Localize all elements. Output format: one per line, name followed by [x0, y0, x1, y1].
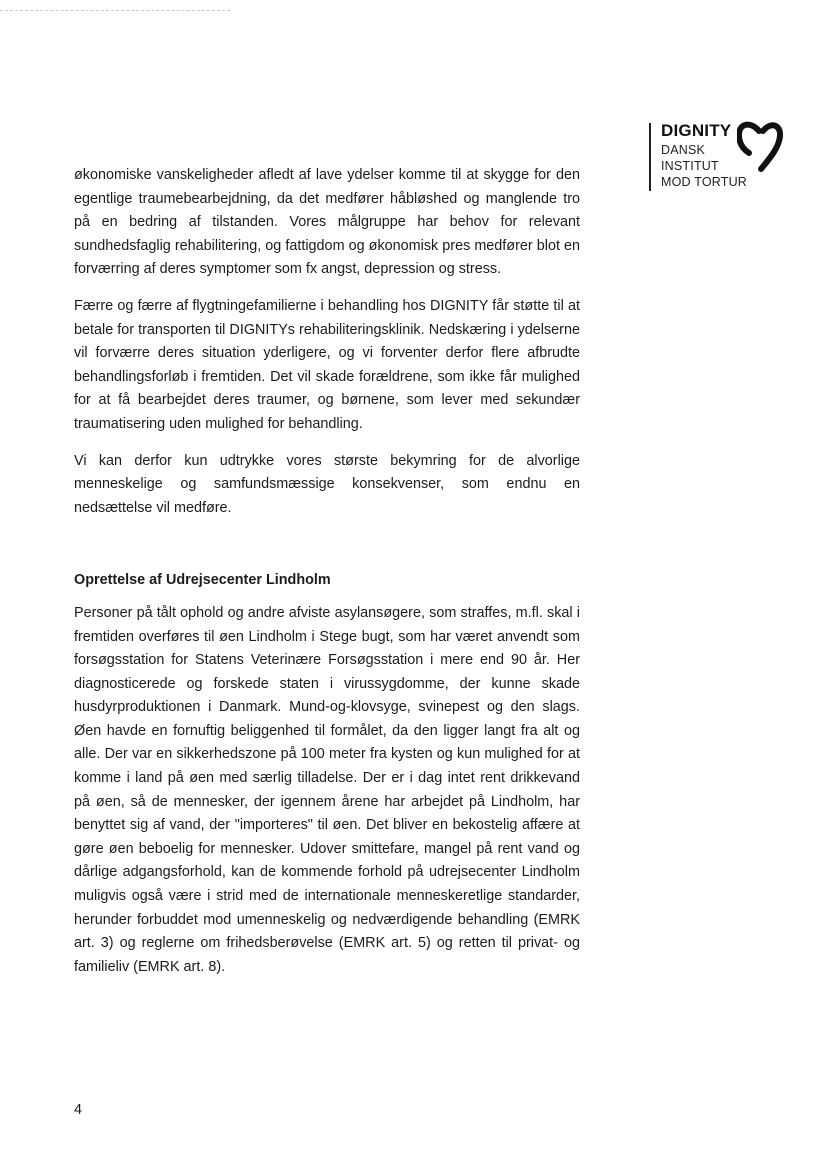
page-number: 4: [74, 1102, 83, 1118]
section-paragraph: Personer på tålt ophold og andre afviste asylansøgere, som straffes, m.fl. skal i fremtiden overføres til øen Lindholm i Stege bugt, som har været anvendt som forsøgsstation for Statens Veterinære Forsøgsstation i mere end 90 år. Her diagnosticerede og forskede staten i virussygdomme, der kunne skade husdyrproduktionen i Danmark. Mund-og-klovsyge, svinepest og den slags. Øen havde en fornuftig beliggenhed til formålet, da den ligger langt fra alt og alle. Der var en sikkerhedszone på 100 meter fra kysten og kun mulighed for at komme i land på øen med særlig tilladelse. Der er i dag intet rent drikkevand på øen, så de mennesker, der igennem årene har arbejdet på Lindholm, har benyttet sig af vand, der "importeres" til øen. Det bliver en bekostelig affære at gøre øen beboelig for mennesker. Udover smittefare, mangel på rent vand og dårlige adgangsforhold, kan de kommende forhold på udrejsecenter Lindholm muligvis også være i strid med de internationale menneskeretlige standarder, herunder forbuddet mod umenneskelig og nedværdigende behandling (EMRK art. 3) og reglerne om frihedsberøvelse (EMRK art. 5) og retten til privat- og familieliv (EMRK art. 8).: [74, 604, 580, 975]
paragraph-3: Vi kan derfor kun udtrykke vores største bekymring for de alvorlige menneskelige og samfundsmæssige konsekvenser, som endnu en nedsættelse vil medføre.: [74, 452, 580, 516]
logo-line-1: DANSK: [661, 143, 706, 157]
section-heading: Oprettelse af Udrejsecenter Lindholm: [74, 572, 331, 589]
paragraph-2: Færre og færre af flygtningefamilierne i behandling hos DIGNITY får støtte til at betale for transporten til DIGNITYs rehabiliteringsklinik. Nedskæring i ydelserne vil forværre deres situation yderligere, og vi forventer derfor flere afbrudte behandlingsforløb i fremtiden. Det vil skade forældrene, som ikke får mulighed for at få bearbejdet deres traumer, og børnene, som lever med sekundær traumatisering uden mulighed for behandling.: [74, 297, 580, 432]
letter-body: [74, 164, 580, 992]
logo-line-3: MOD TORTUR: [661, 175, 748, 189]
scan-top-rule: [0, 10, 230, 11]
dignity-logo: [649, 121, 799, 191]
heart-icon: [737, 121, 783, 173]
logo-name: DIGNITY: [661, 121, 732, 140]
paragraph-1: økonomiske vanskeligheder afledt af lave ydelser komme til at skygge for den egentlige traumebearbejdning, da det medfører håbløshed og manglende tro på en bedring af tilstanden. Vores målgruppe har behov for relevant sundhedsfaglig rehabilitering, og fattigdom og økonomisk pres medfører blot en forværring af deres symptomer som fx angst, depression og stress.: [74, 167, 580, 278]
logo-divider: [649, 123, 651, 191]
logo-line-2: INSTITUT: [661, 159, 719, 173]
